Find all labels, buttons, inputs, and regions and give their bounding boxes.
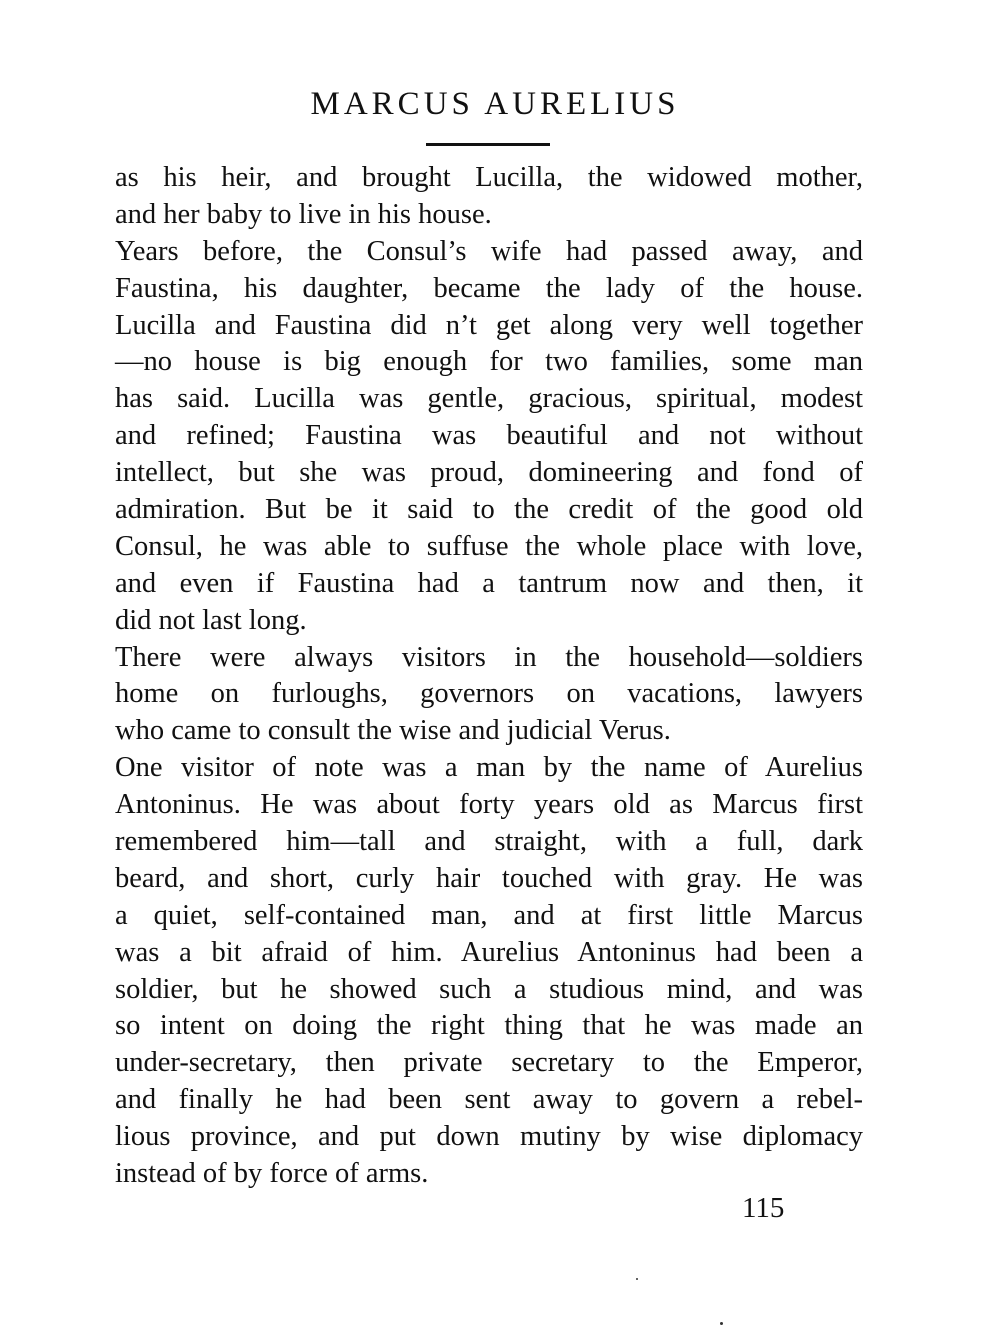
text-line: —no house is big enough for two families, some man [115, 346, 863, 378]
text-line: Faustina, his daughter, became the lady of the house. [115, 272, 863, 304]
text-line: Lucilla and Faustina did n’t get along very well together [115, 309, 863, 341]
body-text [115, 160, 863, 1193]
text-line: remembered him—tall and straight, with a full, dark [115, 826, 863, 858]
text-line: lious province, and put down mutiny by wise diplomacy [115, 1121, 863, 1153]
text-line: intellect, but she was proud, domineering and fond of [115, 457, 863, 489]
page-number: 115 [742, 1192, 785, 1224]
text-line: instead of by force of arms. [115, 1158, 429, 1190]
running-head: MARCUS AURELIUS [310, 86, 680, 122]
text-line: home on furloughs, governors on vacations, lawyers [115, 678, 863, 710]
text-line: and her baby to live in his house. [115, 198, 492, 230]
text-line: One visitor of note was a man by the name of Aurelius [115, 752, 863, 784]
paragraph [115, 640, 863, 751]
text-line: Antoninus. He was about forty years old as Marcus first [115, 789, 863, 821]
text-line: under-secretary, then private secretary to the Emperor, [115, 1047, 863, 1079]
text-line: and refined; Faustina was beautiful and not without [115, 420, 863, 452]
print-speck [720, 1322, 723, 1325]
paragraph [115, 750, 863, 1193]
text-line: and even if Faustina had a tantrum now and then, it [115, 567, 863, 599]
text-line: and finally he had been sent away to govern a rebel- [115, 1084, 863, 1116]
text-line: admiration. But be it said to the credit of the good old [115, 494, 863, 526]
text-line: soldier, but he showed such a studious mind, and was [115, 973, 863, 1005]
paragraph [115, 160, 863, 234]
text-line: did not last long. [115, 604, 307, 636]
text-line: Years before, the Consul’s wife had passed away, and [115, 235, 863, 267]
header-rule [426, 143, 550, 146]
text-line: as his heir, and brought Lucilla, the widowed mother, [115, 162, 863, 193]
print-speck [636, 1278, 638, 1280]
text-line: beard, and short, curly hair touched with gray. He was [115, 862, 863, 894]
text-line: who came to consult the wise and judicial Verus. [115, 715, 671, 747]
text-line: There were always visitors in the household—soldiers [115, 641, 863, 673]
text-line: a quiet, self-contained man, and at first little Marcus [115, 899, 863, 931]
text-line: Consul, he was able to suffuse the whole place with love, [115, 530, 863, 562]
text-line: has said. Lucilla was gentle, gracious, spiritual, modest [115, 383, 863, 415]
text-line: so intent on doing the right thing that he was made an [115, 1010, 863, 1042]
text-line: was a bit afraid of him. Aurelius Antoninus had been a [115, 936, 863, 968]
paragraph [115, 234, 863, 640]
